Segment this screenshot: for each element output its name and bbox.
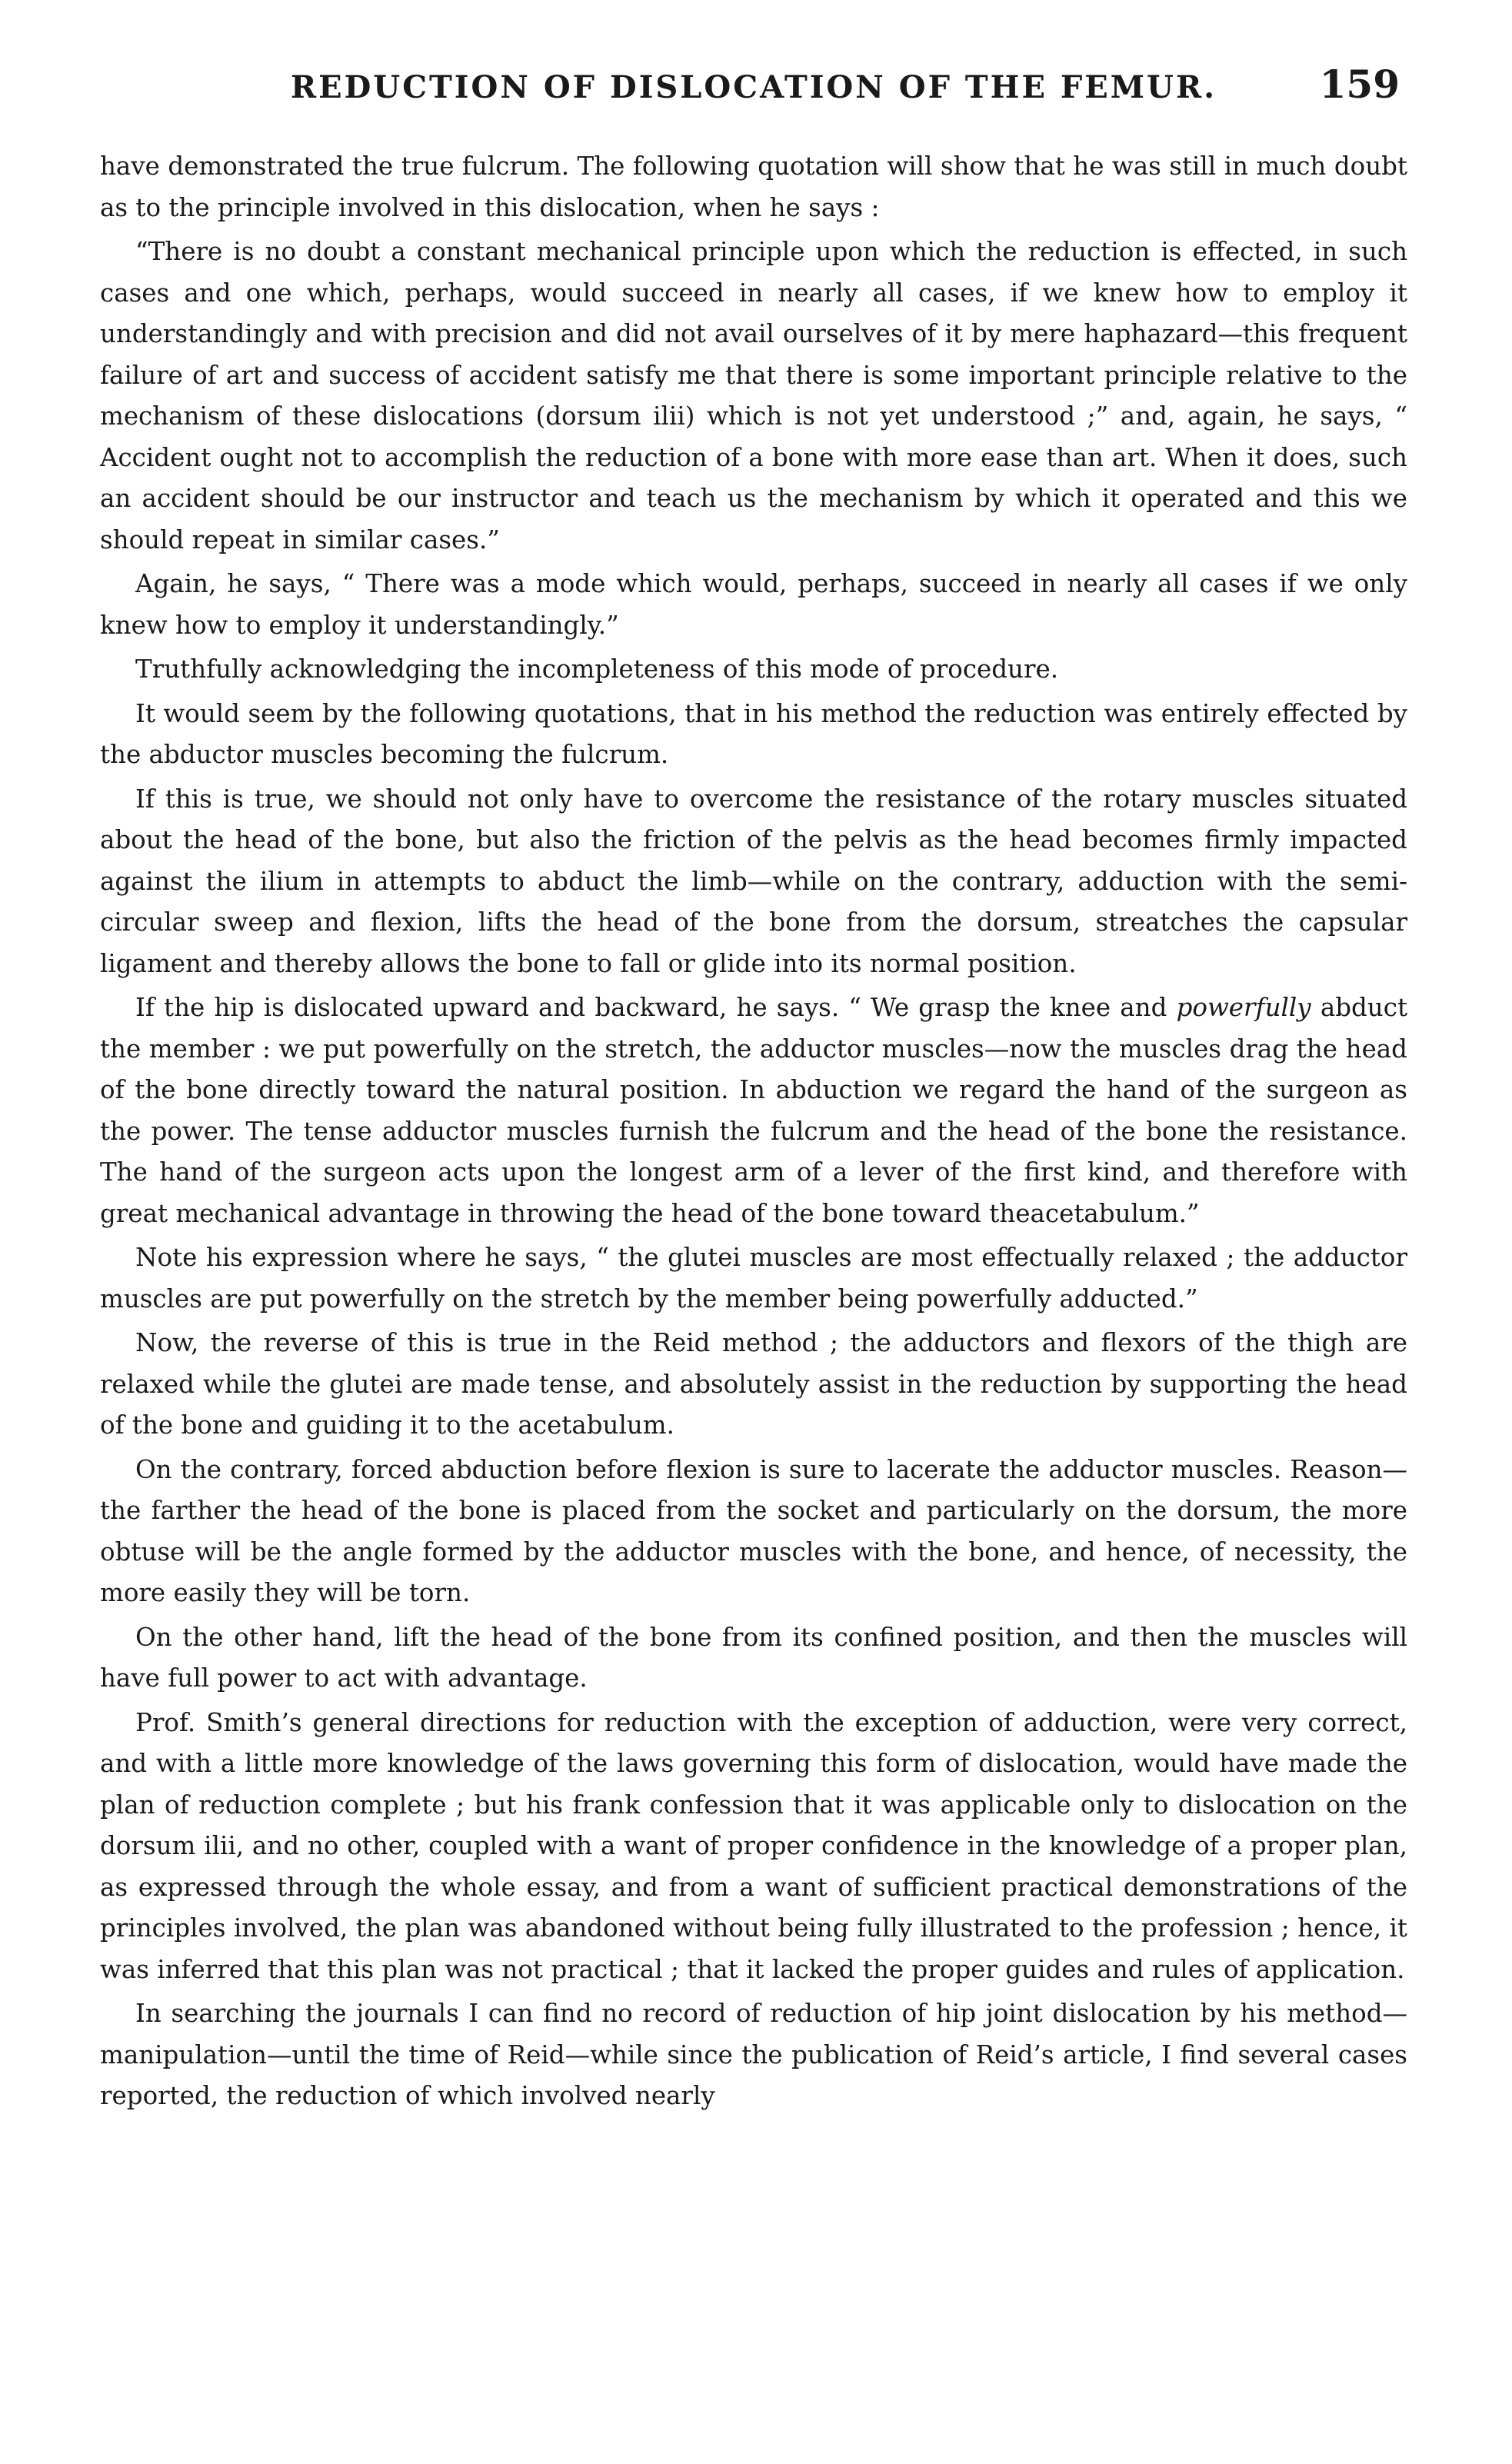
page <box>100 62 1407 2120</box>
paragraph-text: If the hip is dislocated upward and backward, he says. “ We grasp the knee and <box>135 993 1177 1022</box>
paragraph: In searching the journals I can find no record of reduction of hip joint dislocation by his method—manipulation—until the time of Reid—while since the publication of Reid’s article, I find several cases reported, the reduction of which involved nearly <box>100 1999 1407 2110</box>
running-title: REDUCTION OF DISLOCATION OF THE FEMUR. <box>290 69 1217 105</box>
paragraph: Again, he says, “ There was a mode which would, perhaps, succeed in nearly all cases if we only knew how to employ it understandingly.” <box>100 569 1407 640</box>
paragraph: Note his expression where he says, “ the glutei muscles are most effectually relaxed ; the adductor muscles are put powerfully on the stretch by the member being powerfully adducted.” <box>100 1243 1407 1314</box>
paragraph: On the contrary, forced abduction before flexion is sure to lacerate the adductor muscles. Reason—the farther the head of the bone is placed from the socket and particularly on the dorsum, the more obtuse will be the angle formed by the adductor muscles with the bone, and hence, of necessity, the more easily they will be torn. <box>100 1454 1407 1607</box>
quotation-paragraph: “There is no doubt a constant mechanical principle upon which the reduction is effected, in such cases and one which, perhaps, would succeed in nearly all cases, if we knew how to employ it understandingly and with precision and did not avail ourselves of it by mere haphazard—this frequent failure of art and success of accident satisfy me that there is some important principle relative to the mechanism of these dislocations (dorsum ilii) which is not yet understood ;” and, again, he says, “ Accident ought not to accomplish the reduction of a bone with more ease than art. When it does, such an accident should be our instructor and teach us the mechanism by which it operated and this we should repeat in similar cases.” <box>100 237 1407 554</box>
running-head <box>100 62 1407 123</box>
paragraph: Now, the reverse of this is true in the Reid method ; the adductors and flexors of the thigh are relaxed while the glutei are made tense, and absolutely assist in the reduction by supporting the head of the bone and guiding it to the acetabulum. <box>100 1328 1407 1440</box>
paragraph-text: abduct the member : we put powerfully on the stretch, the adductor muscles—now the muscles drag the head of the bone directly toward the natural position. In abduction we regard the hand of the surgeon as the power. The tense adductor muscles furnish the fulcrum and the head of the bone the resistance. The hand of the surgeon acts upon the longest arm of a lever of the first kind, and therefore with great mechanical advantage in throwing the head of the bone toward theacetabulum.” <box>100 993 1407 1228</box>
paragraph: On the other hand, lift the head of the bone from its confined position, and then the muscles will have full power to act with advantage. <box>100 1622 1407 1693</box>
body-text <box>100 146 1407 2117</box>
paragraph: If this is true, we should not only have to overcome the resistance of the rotary muscles situated about the head of the bone, but also the friction of the pelvis as the head becomes firmly impacted against the ilium in attempts to abduct the limb—while on the contrary, adduction with the semi-circular sweep and flexion, lifts the head of the bone from the dorsum, streatches the capsular ligament and thereby allows the bone to fall or glide into its normal position. <box>100 784 1407 978</box>
emphasis: powerfully <box>1176 993 1311 1022</box>
paragraph: It would seem by the following quotations, that in his method the reduction was entirely effected by the abductor muscles becoming the fulcrum. <box>100 698 1407 769</box>
paragraph <box>100 987 1407 1234</box>
paragraph: have demonstrated the true fulcrum. The following quotation will show that he was still in much doubt as to the principle involved in this dislocation, when he says : <box>100 152 1407 222</box>
page-number: 159 <box>1319 62 1400 107</box>
paragraph: Truthfully acknowledging the incompleteness of this mode of procedure. <box>135 654 1059 684</box>
paragraph: Prof. Smith’s general directions for reduction with the exception of adduction, were very correct, and with a little more knowledge of the laws governing this form of dislocation, would have made the plan of reduction complete ; but his frank confession that it was applicable only to dislocation on the dorsum ilii, and no other, coupled with a want of proper confidence in the knowledge of a proper plan, as expressed through the whole essay, and from a want of sufficient practical demonstrations of the principles involved, the plan was abandoned without being fully illustrated to the profession ; hence, it was inferred that this plan was not practical ; that it lacked the proper guides and rules of application. <box>100 1707 1407 1984</box>
